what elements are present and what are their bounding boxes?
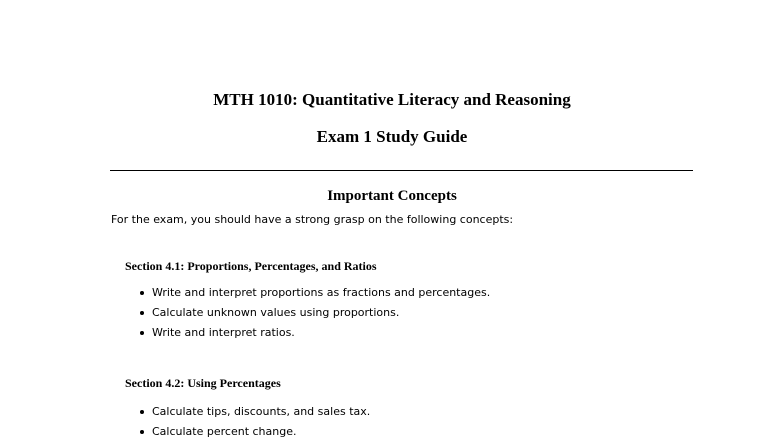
list-item-text: Calculate tips, discounts, and sales tax. bbox=[152, 405, 371, 418]
bullet-icon bbox=[140, 291, 144, 295]
concepts-heading: Important Concepts bbox=[327, 188, 457, 204]
section-heading-4-1: Section 4.1: Proportions, Percentages, and Ratios bbox=[125, 259, 377, 273]
horizontal-rule bbox=[110, 170, 693, 171]
section-4-2-list bbox=[140, 402, 370, 442]
bullet-icon bbox=[140, 430, 144, 434]
list-item bbox=[140, 303, 490, 323]
list-item bbox=[140, 402, 370, 422]
intro-text: For the exam, you should have a strong grasp on the following concepts: bbox=[111, 213, 514, 226]
list-item-text: Write and interpret proportions as fractions and percentages. bbox=[152, 286, 491, 299]
list-item-text: Calculate percent change. bbox=[152, 425, 297, 438]
list-item-text: Calculate unknown values using proportions. bbox=[152, 306, 400, 319]
section-heading-4-2: Section 4.2: Using Percentages bbox=[125, 376, 281, 390]
list-item bbox=[140, 283, 490, 303]
guide-title: Exam 1 Study Guide bbox=[316, 127, 468, 146]
bullet-icon bbox=[140, 331, 144, 335]
bullet-icon bbox=[140, 311, 144, 315]
section-4-1-list bbox=[140, 283, 490, 343]
course-title: MTH 1010: Quantitative Literacy and Reasoning bbox=[213, 90, 571, 109]
list-item bbox=[140, 323, 490, 343]
list-item bbox=[140, 422, 370, 442]
bullet-icon bbox=[140, 410, 144, 414]
list-item-text: Write and interpret ratios. bbox=[152, 326, 295, 339]
